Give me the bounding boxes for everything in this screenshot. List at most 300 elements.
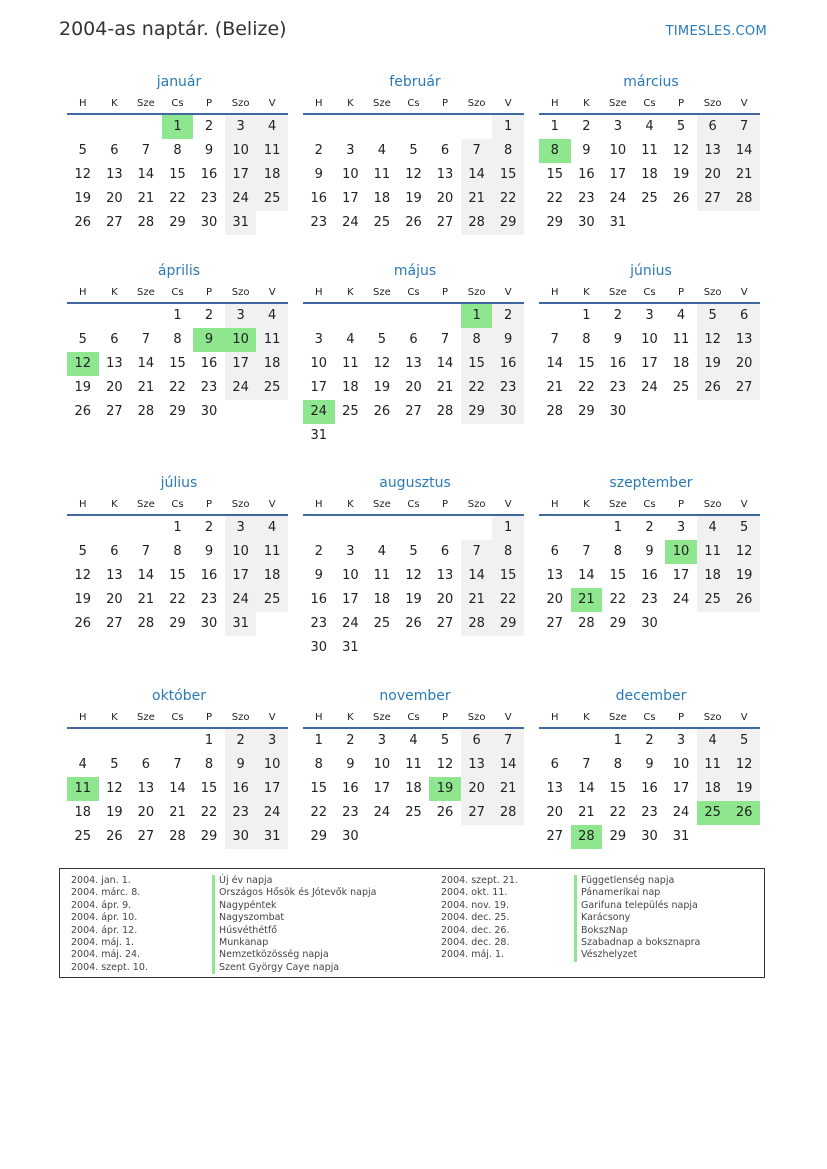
day-cell[interactable]: 28 — [461, 612, 493, 636]
day-cell[interactable]: 26 — [672, 191, 690, 206]
day-cell[interactable]: 5 — [377, 332, 387, 347]
day-cell[interactable]: 19 — [405, 191, 422, 206]
day-cell[interactable]: 28 — [728, 187, 760, 211]
day-cell[interactable]: 16 — [578, 167, 595, 182]
day-cell[interactable]: 7 — [461, 540, 493, 564]
day-cell[interactable]: 9 — [492, 328, 524, 352]
day-cell[interactable]: 1 — [173, 520, 182, 535]
day-cell[interactable]: 16 — [310, 592, 328, 607]
day-cell[interactable]: 4 — [377, 143, 387, 158]
day-cell[interactable]: 22 — [609, 805, 627, 820]
day-cell[interactable]: 17 — [672, 781, 690, 796]
day-cell[interactable]: 24 — [225, 187, 257, 211]
day-cell[interactable]: 11 — [373, 568, 391, 583]
day-cell[interactable]: 30 — [342, 829, 359, 844]
day-cell[interactable]: 9 — [645, 544, 654, 559]
day-cell[interactable]: 23 — [310, 215, 328, 230]
day-cell[interactable]: 27 — [106, 616, 123, 631]
day-cell[interactable]: 15 — [609, 781, 627, 796]
day-cell[interactable]: 5 — [676, 119, 686, 134]
day-cell[interactable]: 10 — [342, 167, 359, 182]
day-cell[interactable]: 14 — [169, 781, 186, 796]
day-cell[interactable]: 6 — [728, 304, 760, 328]
day-cell[interactable]: 29 — [200, 829, 218, 844]
day-cell[interactable]: 13 — [697, 139, 729, 163]
day-cell[interactable]: 21 — [137, 191, 155, 206]
day-cell[interactable]: 5 — [78, 332, 87, 347]
day-cell[interactable]: 30 — [200, 215, 218, 230]
day-cell[interactable]: 1 — [461, 304, 493, 328]
day-cell[interactable]: 11 — [342, 356, 359, 371]
day-cell[interactable]: 11 — [697, 540, 729, 564]
day-cell[interactable]: 23 — [200, 380, 218, 395]
day-cell[interactable]: 4 — [676, 308, 686, 323]
day-cell[interactable]: 16 — [200, 568, 218, 583]
day-cell[interactable]: 30 — [200, 616, 218, 631]
day-cell[interactable]: 21 — [461, 187, 493, 211]
day-cell[interactable]: 20 — [106, 592, 123, 607]
day-cell[interactable]: 12 — [728, 540, 760, 564]
day-cell[interactable]: 17 — [310, 380, 328, 395]
day-cell[interactable]: 7 — [582, 544, 591, 559]
day-cell[interactable]: 17 — [225, 352, 257, 376]
day-cell[interactable]: 25 — [405, 805, 422, 820]
day-cell[interactable]: 21 — [728, 163, 760, 187]
day-cell[interactable]: 26 — [405, 616, 422, 631]
day-cell[interactable]: 14 — [578, 568, 595, 583]
day-cell[interactable]: 17 — [342, 592, 359, 607]
day-cell[interactable]: 9 — [314, 568, 323, 583]
day-cell[interactable]: 12 — [728, 753, 760, 777]
day-cell[interactable]: 15 — [578, 356, 595, 371]
day-cell[interactable]: 22 — [169, 380, 186, 395]
day-cell[interactable]: 28 — [578, 616, 595, 631]
day-cell[interactable]: 30 — [225, 825, 257, 849]
day-cell[interactable]: 7 — [728, 115, 760, 139]
day-cell[interactable]: 16 — [609, 356, 627, 371]
day-cell[interactable]: 10 — [225, 328, 257, 352]
day-cell[interactable]: 19 — [697, 352, 729, 376]
day-cell[interactable]: 13 — [106, 356, 123, 371]
day-cell[interactable]: 3 — [346, 143, 355, 158]
day-cell[interactable]: 2 — [204, 119, 214, 134]
day-cell[interactable]: 20 — [436, 191, 454, 206]
day-cell[interactable]: 10 — [256, 753, 288, 777]
day-cell[interactable]: 24 — [342, 616, 359, 631]
day-cell[interactable]: 2 — [645, 733, 654, 748]
day-cell[interactable]: 29 — [310, 829, 328, 844]
day-cell[interactable]: 14 — [436, 356, 454, 371]
day-cell[interactable]: 9 — [645, 757, 654, 772]
day-cell[interactable]: 24 — [373, 805, 391, 820]
day-cell[interactable]: 22 — [310, 805, 328, 820]
day-cell[interactable]: 31 — [672, 829, 690, 844]
day-cell[interactable]: 13 — [137, 781, 155, 796]
day-cell[interactable]: 10 — [665, 540, 697, 564]
day-cell[interactable]: 6 — [440, 143, 450, 158]
day-cell[interactable]: 18 — [405, 781, 422, 796]
day-cell[interactable]: 30 — [609, 404, 627, 419]
day-cell[interactable]: 25 — [256, 376, 288, 400]
day-cell[interactable]: 30 — [310, 640, 328, 655]
day-cell[interactable]: 22 — [546, 191, 564, 206]
day-cell[interactable]: 11 — [373, 167, 391, 182]
day-cell[interactable]: 23 — [609, 380, 627, 395]
day-cell[interactable]: 30 — [641, 616, 658, 631]
day-cell[interactable]: 17 — [373, 781, 391, 796]
day-cell[interactable]: 22 — [492, 588, 524, 612]
day-cell[interactable]: 5 — [110, 757, 119, 772]
day-cell[interactable]: 27 — [728, 376, 760, 400]
day-cell[interactable]: 3 — [676, 520, 686, 535]
day-cell[interactable]: 24 — [303, 400, 335, 424]
day-cell[interactable]: 23 — [310, 616, 328, 631]
day-cell[interactable]: 15 — [609, 568, 627, 583]
day-cell[interactable]: 26 — [74, 616, 92, 631]
day-cell[interactable]: 29 — [546, 215, 564, 230]
day-cell[interactable]: 21 — [461, 588, 493, 612]
day-cell[interactable]: 11 — [672, 332, 690, 347]
day-cell[interactable]: 6 — [550, 544, 559, 559]
day-cell[interactable]: 10 — [609, 143, 627, 158]
day-cell[interactable]: 21 — [492, 777, 524, 801]
day-cell[interactable]: 1 — [613, 520, 623, 535]
day-cell[interactable]: 30 — [200, 404, 218, 419]
day-cell[interactable]: 1 — [613, 733, 623, 748]
day-cell[interactable]: 28 — [169, 829, 186, 844]
day-cell[interactable]: 7 — [141, 332, 151, 347]
day-cell[interactable]: 5 — [78, 544, 87, 559]
day-cell[interactable]: 17 — [225, 163, 257, 187]
day-cell[interactable]: 2 — [204, 308, 214, 323]
day-cell[interactable]: 25 — [373, 616, 391, 631]
day-cell[interactable]: 17 — [609, 167, 627, 182]
day-cell[interactable]: 7 — [173, 757, 182, 772]
day-cell[interactable]: 14 — [137, 167, 155, 182]
day-cell[interactable]: 5 — [728, 729, 760, 753]
day-cell[interactable]: 24 — [672, 592, 690, 607]
day-cell[interactable]: 17 — [641, 356, 658, 371]
day-cell[interactable]: 19 — [728, 564, 760, 588]
day-cell[interactable]: 4 — [409, 733, 418, 748]
day-cell[interactable]: 2 — [314, 143, 323, 158]
day-cell[interactable]: 22 — [492, 187, 524, 211]
day-cell[interactable]: 31 — [225, 612, 257, 636]
day-cell[interactable]: 4 — [256, 516, 288, 540]
day-cell[interactable]: 8 — [173, 332, 182, 347]
day-cell[interactable]: 11 — [641, 143, 658, 158]
day-cell[interactable]: 7 — [440, 332, 450, 347]
day-cell[interactable]: 27 — [436, 616, 454, 631]
day-cell[interactable]: 9 — [582, 143, 591, 158]
day-cell[interactable]: 25 — [641, 191, 658, 206]
day-cell[interactable]: 10 — [641, 332, 658, 347]
day-cell[interactable]: 20 — [546, 592, 564, 607]
day-cell[interactable]: 30 — [641, 829, 658, 844]
day-cell[interactable]: 22 — [200, 805, 218, 820]
day-cell[interactable]: 27 — [461, 801, 493, 825]
day-cell[interactable]: 19 — [405, 592, 422, 607]
day-cell[interactable]: 11 — [697, 753, 729, 777]
day-cell[interactable]: 16 — [310, 191, 328, 206]
day-cell[interactable]: 1 — [173, 308, 182, 323]
day-cell[interactable]: 15 — [492, 163, 524, 187]
day-cell[interactable]: 26 — [728, 801, 760, 825]
day-cell[interactable]: 1 — [492, 115, 524, 139]
day-cell[interactable]: 13 — [728, 328, 760, 352]
day-cell[interactable]: 22 — [169, 592, 186, 607]
day-cell[interactable]: 19 — [728, 777, 760, 801]
day-cell[interactable]: 20 — [137, 805, 155, 820]
day-cell[interactable]: 31 — [256, 825, 288, 849]
day-cell[interactable]: 15 — [310, 781, 328, 796]
day-cell[interactable]: 18 — [256, 564, 288, 588]
day-cell[interactable]: 6 — [110, 332, 119, 347]
day-cell[interactable]: 4 — [645, 119, 654, 134]
day-cell[interactable]: 7 — [550, 332, 559, 347]
day-cell[interactable]: 11 — [256, 328, 288, 352]
day-cell[interactable]: 4 — [78, 757, 87, 772]
day-cell[interactable]: 15 — [546, 167, 564, 182]
day-cell[interactable]: 26 — [74, 404, 92, 419]
day-cell[interactable]: 5 — [409, 143, 418, 158]
day-cell[interactable]: 19 — [74, 191, 92, 206]
day-cell[interactable]: 29 — [492, 612, 524, 636]
day-cell[interactable]: 17 — [342, 191, 359, 206]
day-cell[interactable]: 4 — [256, 304, 288, 328]
day-cell[interactable]: 29 — [609, 616, 627, 631]
day-cell[interactable]: 24 — [225, 376, 257, 400]
day-cell[interactable]: 9 — [204, 143, 214, 158]
day-cell[interactable]: 31 — [609, 215, 627, 230]
day-cell[interactable]: 4 — [256, 115, 288, 139]
day-cell[interactable]: 25 — [256, 187, 288, 211]
day-cell[interactable]: 12 — [405, 167, 422, 182]
day-cell[interactable]: 18 — [697, 564, 729, 588]
day-cell[interactable]: 18 — [373, 191, 391, 206]
day-cell[interactable]: 11 — [67, 777, 99, 801]
day-cell[interactable]: 16 — [225, 777, 257, 801]
day-cell[interactable]: 2 — [492, 304, 524, 328]
day-cell[interactable]: 1 — [550, 119, 559, 134]
day-cell[interactable]: 22 — [461, 376, 493, 400]
day-cell[interactable]: 17 — [672, 568, 690, 583]
day-cell[interactable]: 14 — [137, 356, 155, 371]
day-cell[interactable]: 12 — [67, 352, 99, 376]
day-cell[interactable]: 14 — [461, 163, 493, 187]
day-cell[interactable]: 13 — [106, 568, 123, 583]
day-cell[interactable]: 6 — [440, 544, 450, 559]
day-cell[interactable]: 20 — [546, 805, 564, 820]
day-cell[interactable]: 6 — [110, 544, 119, 559]
day-cell[interactable]: 16 — [200, 356, 218, 371]
day-cell[interactable]: 15 — [492, 564, 524, 588]
day-cell[interactable]: 18 — [342, 380, 359, 395]
day-cell[interactable]: 22 — [169, 191, 186, 206]
day-cell[interactable]: 29 — [169, 404, 186, 419]
day-cell[interactable]: 18 — [697, 777, 729, 801]
day-cell[interactable]: 23 — [578, 191, 595, 206]
day-cell[interactable]: 12 — [74, 167, 92, 182]
day-cell[interactable]: 18 — [74, 805, 92, 820]
day-cell[interactable]: 25 — [342, 404, 359, 419]
day-cell[interactable]: 21 — [571, 588, 603, 612]
day-cell[interactable]: 25 — [74, 829, 92, 844]
day-cell[interactable]: 31 — [310, 428, 328, 443]
day-cell[interactable]: 20 — [436, 592, 454, 607]
day-cell[interactable]: 13 — [436, 568, 454, 583]
day-cell[interactable]: 26 — [74, 215, 92, 230]
day-cell[interactable]: 8 — [173, 544, 182, 559]
day-cell[interactable]: 15 — [461, 352, 493, 376]
day-cell[interactable]: 9 — [225, 753, 257, 777]
day-cell[interactable]: 16 — [641, 568, 658, 583]
day-cell[interactable]: 14 — [546, 356, 564, 371]
day-cell[interactable]: 11 — [405, 757, 422, 772]
day-cell[interactable]: 24 — [342, 215, 359, 230]
day-cell[interactable]: 14 — [461, 564, 493, 588]
day-cell[interactable]: 10 — [225, 139, 257, 163]
day-cell[interactable]: 27 — [436, 215, 454, 230]
day-cell[interactable]: 19 — [373, 380, 391, 395]
day-cell[interactable]: 3 — [676, 733, 686, 748]
day-cell[interactable]: 27 — [546, 829, 564, 844]
day-cell[interactable]: 7 — [141, 143, 151, 158]
day-cell[interactable]: 23 — [225, 801, 257, 825]
day-cell[interactable]: 19 — [74, 592, 92, 607]
day-cell[interactable]: 1 — [582, 308, 591, 323]
day-cell[interactable]: 29 — [169, 215, 186, 230]
day-cell[interactable]: 20 — [461, 777, 493, 801]
day-cell[interactable]: 24 — [225, 588, 257, 612]
day-cell[interactable]: 6 — [550, 757, 559, 772]
day-cell[interactable]: 8 — [492, 139, 524, 163]
day-cell[interactable]: 3 — [225, 516, 257, 540]
day-cell[interactable]: 21 — [578, 805, 595, 820]
day-cell[interactable]: 15 — [200, 781, 218, 796]
day-cell[interactable]: 17 — [256, 777, 288, 801]
day-cell[interactable]: 16 — [492, 352, 524, 376]
day-cell[interactable]: 21 — [137, 592, 155, 607]
day-cell[interactable]: 8 — [492, 540, 524, 564]
day-cell[interactable]: 26 — [697, 376, 729, 400]
day-cell[interactable]: 12 — [405, 568, 422, 583]
day-cell[interactable]: 10 — [373, 757, 391, 772]
day-cell[interactable]: 1 — [492, 516, 524, 540]
day-cell[interactable]: 12 — [672, 143, 690, 158]
day-cell[interactable]: 18 — [256, 352, 288, 376]
day-cell[interactable]: 2 — [645, 520, 654, 535]
day-cell[interactable]: 28 — [137, 404, 155, 419]
day-cell[interactable]: 13 — [405, 356, 422, 371]
day-cell[interactable]: 27 — [137, 829, 155, 844]
day-cell[interactable]: 9 — [613, 332, 623, 347]
day-cell[interactable]: 3 — [645, 308, 654, 323]
day-cell[interactable]: 7 — [582, 757, 591, 772]
day-cell[interactable]: 16 — [342, 781, 359, 796]
day-cell[interactable]: 9 — [193, 328, 225, 352]
day-cell[interactable]: 12 — [74, 568, 92, 583]
day-cell[interactable]: 20 — [405, 380, 422, 395]
day-cell[interactable]: 5 — [697, 304, 729, 328]
day-cell[interactable]: 7 — [141, 544, 151, 559]
day-cell[interactable]: 8 — [613, 757, 623, 772]
day-cell[interactable]: 7 — [461, 139, 493, 163]
day-cell[interactable]: 8 — [539, 139, 571, 163]
day-cell[interactable]: 18 — [256, 163, 288, 187]
day-cell[interactable]: 28 — [137, 616, 155, 631]
day-cell[interactable]: 26 — [106, 829, 123, 844]
day-cell[interactable]: 24 — [641, 380, 658, 395]
day-cell[interactable]: 28 — [492, 801, 524, 825]
day-cell[interactable]: 5 — [728, 516, 760, 540]
day-cell[interactable]: 19 — [74, 380, 92, 395]
day-cell[interactable]: 3 — [225, 115, 257, 139]
day-cell[interactable]: 4 — [377, 544, 387, 559]
day-cell[interactable]: 12 — [373, 356, 391, 371]
day-cell[interactable]: 23 — [200, 592, 218, 607]
day-cell[interactable]: 6 — [461, 729, 493, 753]
day-cell[interactable]: 27 — [697, 187, 729, 211]
day-cell[interactable]: 21 — [546, 380, 564, 395]
day-cell[interactable]: 24 — [256, 801, 288, 825]
day-cell[interactable]: 31 — [342, 640, 359, 655]
day-cell[interactable]: 10 — [342, 568, 359, 583]
day-cell[interactable]: 18 — [672, 356, 690, 371]
day-cell[interactable]: 9 — [314, 167, 323, 182]
day-cell[interactable]: 25 — [672, 380, 690, 395]
day-cell[interactable]: 28 — [571, 825, 603, 849]
day-cell[interactable]: 22 — [578, 380, 595, 395]
day-cell[interactable]: 21 — [169, 805, 186, 820]
day-cell[interactable]: 5 — [409, 544, 418, 559]
day-cell[interactable]: 23 — [342, 805, 359, 820]
day-cell[interactable]: 29 — [492, 211, 524, 235]
day-cell[interactable]: 3 — [377, 733, 387, 748]
day-cell[interactable]: 28 — [546, 404, 564, 419]
day-cell[interactable]: 15 — [169, 568, 186, 583]
day-cell[interactable]: 28 — [461, 211, 493, 235]
day-cell[interactable]: 2 — [613, 308, 623, 323]
day-cell[interactable]: 17 — [225, 564, 257, 588]
day-cell[interactable]: 9 — [346, 757, 355, 772]
day-cell[interactable]: 13 — [461, 753, 493, 777]
day-cell[interactable]: 30 — [578, 215, 595, 230]
brand-link[interactable]: TIMESLES.COM — [665, 24, 767, 39]
day-cell[interactable]: 23 — [641, 592, 658, 607]
day-cell[interactable]: 23 — [641, 805, 658, 820]
day-cell[interactable]: 24 — [609, 191, 627, 206]
day-cell[interactable]: 3 — [613, 119, 623, 134]
day-cell[interactable]: 14 — [578, 781, 595, 796]
day-cell[interactable]: 2 — [314, 544, 323, 559]
day-cell[interactable]: 4 — [697, 516, 729, 540]
day-cell[interactable]: 25 — [697, 588, 729, 612]
day-cell[interactable]: 20 — [728, 352, 760, 376]
day-cell[interactable]: 25 — [256, 588, 288, 612]
day-cell[interactable]: 6 — [409, 332, 418, 347]
day-cell[interactable]: 11 — [256, 139, 288, 163]
day-cell[interactable]: 4 — [346, 332, 355, 347]
day-cell[interactable]: 30 — [492, 400, 524, 424]
day-cell[interactable]: 11 — [256, 540, 288, 564]
day-cell[interactable]: 20 — [697, 163, 729, 187]
day-cell[interactable]: 14 — [137, 568, 155, 583]
day-cell[interactable]: 5 — [78, 143, 87, 158]
day-cell[interactable]: 8 — [314, 757, 323, 772]
day-cell[interactable]: 2 — [225, 729, 257, 753]
day-cell[interactable]: 13 — [546, 781, 564, 796]
